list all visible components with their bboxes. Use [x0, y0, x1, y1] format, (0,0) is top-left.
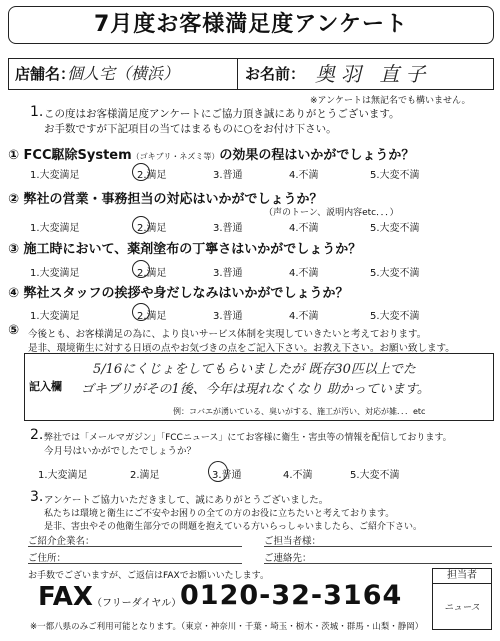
- staff-value: ニュース: [444, 603, 480, 613]
- q2-option-4[interactable]: 4.不満: [289, 223, 319, 234]
- referral-company-field[interactable]: [28, 546, 242, 547]
- q4-option-1[interactable]: 1.大変満足: [30, 311, 80, 322]
- store-value[interactable]: 個人宅（横浜）: [67, 64, 180, 83]
- selected-circle-mark: [132, 216, 150, 234]
- question-1: [8, 144, 414, 163]
- sec2-option-5[interactable]: 5.大変不満: [350, 470, 400, 481]
- referral-phone-field[interactable]: [264, 563, 492, 564]
- service-area-note: ※一都八県のみご利用可能となります。（東京・神奈川・千葉・埼玉・栃木・茨城・群馬・山梨・静岡）: [30, 622, 424, 632]
- selected-circle-mark: [132, 303, 150, 321]
- q4-option-4[interactable]: 4.不満: [289, 311, 319, 322]
- q1-option-4[interactable]: 4.不満: [289, 170, 319, 181]
- section-3-line-3: 是非、害虫やその他衛生部分での問題を抱えている方いらっしゃいましたら、ご紹介下さい。: [44, 522, 423, 532]
- comment-example: 例：コバエが湧いている、臭いがする、施工が汚い、対応が雑．．．etc: [173, 407, 426, 416]
- question-text-2: の効果の程はいかがでしょうか？: [219, 148, 415, 163]
- question-5-number: ⑤: [8, 323, 20, 338]
- intro-number: 1.: [30, 104, 44, 120]
- fax-label: FAX: [38, 582, 93, 612]
- name-value[interactable]: 奥羽 直子: [315, 62, 432, 86]
- q1-option-5[interactable]: 5.大変不満: [370, 170, 420, 181]
- intro-line-1: この度はお客様満足度アンケートにご協力頂き誠にありがとうございます。: [44, 108, 400, 120]
- handwritten-comment-line-2: ゴキブリがその1後、今年は現れなくなり 助かっています。: [81, 382, 430, 397]
- fax-number[interactable]: 0120-32-3164: [180, 580, 403, 611]
- section-2-line-1: 弊社では「メールマガジン」「FCCニュース」にてお客様に衛生・害虫等の情報を配信しております。: [44, 433, 452, 443]
- q2-option-5[interactable]: 5.大変不満: [370, 223, 420, 234]
- anonymous-note: ※アンケートは無記名でも構いません。: [310, 96, 471, 106]
- comment-label: 記入欄: [29, 380, 62, 393]
- question-text: FCC駆除System: [23, 148, 132, 163]
- question-3: [8, 238, 361, 257]
- comment-box[interactable]: [24, 353, 494, 421]
- question-4: [8, 282, 349, 301]
- q3-option-1[interactable]: 1.大変満足: [30, 268, 80, 279]
- question-5-line-2: 是非、環境衛生に対する日頃の点やお気づきの点をご記入下さい。お教え下さい。お願い致します。: [28, 343, 455, 354]
- question-text: 弊社の営業・事務担当の対応はいかがでしょうか？: [23, 192, 323, 207]
- referral-company-label: ご紹介企業名：: [28, 536, 95, 547]
- q4-option-2[interactable]: 2.満足: [137, 311, 167, 322]
- fax-request-note: お手数でございますが、ご返信はFAXでお願いいたします。: [28, 571, 269, 581]
- divider: [237, 59, 238, 89]
- question-number: ①: [8, 148, 20, 163]
- question-2-note: （声のトーン、説明内容etc．．．）: [264, 208, 399, 218]
- respondent-info-box: [8, 58, 494, 90]
- question-number: ④: [8, 286, 20, 301]
- sec2-option-4[interactable]: 4.不満: [283, 470, 313, 481]
- name-label: お名前：: [245, 65, 306, 83]
- q3-option-4[interactable]: 4.不満: [289, 268, 319, 279]
- section-3-number: 3.: [30, 489, 44, 505]
- q4-option-3[interactable]: 3.普通: [213, 311, 243, 322]
- section-3-line-1: アンケートご協力いただきまして、誠にありがとうございました。: [44, 495, 329, 506]
- q2-option-2[interactable]: 2.満足: [137, 223, 167, 234]
- selected-circle-mark: [132, 260, 150, 278]
- question-5-line-1: 今後とも、お客様満足の為に、より良いサービス体制を実現していきたいと考えております。: [28, 329, 427, 340]
- intro-line-2: お手数ですが下記項目の当てはまるものに○をお付け下さい。: [44, 123, 337, 135]
- q1-option-3[interactable]: 3.普通: [213, 170, 243, 181]
- q2-option-1[interactable]: 1.大変満足: [30, 223, 80, 234]
- question-number: ③: [8, 242, 20, 257]
- q2-option-3[interactable]: 3.普通: [213, 223, 243, 234]
- q1-option-2[interactable]: 2.満足: [137, 170, 167, 181]
- staff-box: [432, 568, 492, 630]
- question-note: （ゴキブリ・ネズミ等）: [131, 152, 220, 161]
- free-dial-label: （フリーダイヤル）: [92, 598, 182, 609]
- section-2-number: 2.: [30, 427, 44, 443]
- q3-option-2[interactable]: 2.満足: [137, 268, 167, 279]
- selected-circle-mark: [132, 163, 150, 181]
- sec2-option-3[interactable]: 3.普通: [212, 470, 242, 481]
- referral-phone-label: ご連絡先：: [264, 553, 312, 564]
- referral-contact-label: ご担当者様：: [264, 536, 322, 547]
- sec2-option-2[interactable]: 2.満足: [130, 470, 160, 481]
- q3-option-5[interactable]: 5.大変不満: [370, 268, 420, 279]
- handwritten-comment-line-1: 5/16にくじょをしてもらいましたが 既存30匹以上でた: [93, 362, 416, 377]
- q1-option-1[interactable]: 1.大変満足: [30, 170, 80, 181]
- section-3-line-2: 私たちは環境と衛生にご不安やお困りの全ての方のお役に立ちたいと考えております。: [44, 509, 395, 519]
- sec2-option-1[interactable]: 1.大変満足: [38, 470, 88, 481]
- section-2-line-2: 今月号はいかがでしたでしょうか？: [44, 446, 197, 457]
- page-title: 7月度お客様満足度アンケート: [8, 6, 494, 44]
- question-text: 施工時において、薬剤塗布の丁寧さはいかがでしょうか？: [23, 242, 362, 257]
- q3-option-3[interactable]: 3.普通: [213, 268, 243, 279]
- question-text: 弊社スタッフの挨拶や身だしなみはいかがでしょうか？: [23, 286, 349, 301]
- selected-circle-mark: [208, 461, 228, 482]
- referral-address-label: ご住所：: [28, 553, 67, 564]
- staff-label: 担当者: [433, 569, 491, 584]
- q4-option-5[interactable]: 5.大変不満: [370, 311, 420, 322]
- store-label: 店舗名：: [15, 65, 76, 83]
- referral-address-field[interactable]: [28, 563, 242, 564]
- referral-contact-field[interactable]: [264, 546, 492, 547]
- question-number: ②: [8, 192, 20, 207]
